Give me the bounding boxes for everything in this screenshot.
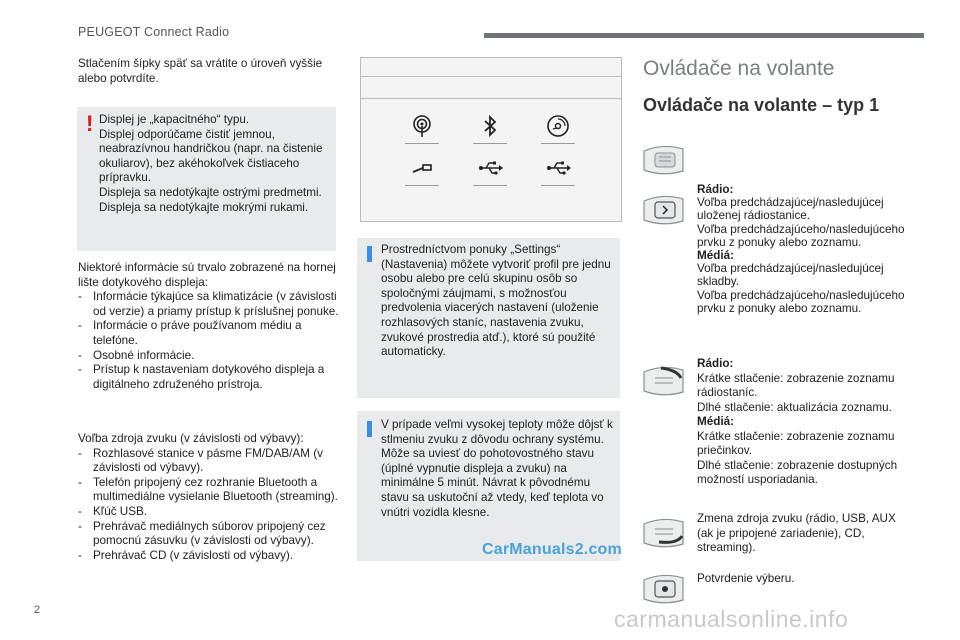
settings-info-text: Prostredníctvom ponuky „Settings“ (Nastavenia) môžete vytvoriť profil pre jednu osobu alebo pre celú skupinu osôb so spoločnými záujmami, s možnosťou predvolenia viacerých nastavení (uloženie rozhlasových staníc, nastavenia zvuku, zvukové prostredia atď.), ktoré sú použité automaticky. [381, 243, 611, 359]
list-item: - Informácie týkajúce sa klimatizácie (v závislosti od verzie) a priamy prístup k príslušnej ponuke. [78, 290, 339, 318]
warning-line: Displeja sa nedotýkajte mokrými rukami. [99, 200, 309, 214]
steering-wheel-control-icon [641, 516, 687, 550]
list-item: - Osobné informácie. [78, 348, 195, 362]
controls-desc-1: Rádio: Voľba predchádzajúcej/nasledujúcej uloženej rádiostanice. Voľba predchádzajúceho/nasledujúceho prvku z ponuky alebo zoznamu. Médiá: Voľba predchádzajúcej/nasledujúcej skladby. Voľba predchádzajúceho/nasledujúceho prvku z ponuky alebo zoznamu. [697, 183, 905, 315]
steering-wheel-control-icon [641, 572, 687, 606]
warning-icon: ! [86, 111, 94, 136]
temperature-info-text: V prípade veľmi vysokej teploty môže dôjsť k stlmeniu zvuku z dôvodu ochrany systému. Môže sa uviesť do pohotovostného stavu (úplné vypnutie displeja a zvuku) na minimálne 5 minút. Návrat k pôvodnému stavu sa uskutoční až vtedy, keď teplota vo vnútri vozidla klesne. [381, 418, 613, 519]
top-bar-info-title: Niektoré informácie sú trvalo zobrazené na hornej lište dotykového displeja: [78, 261, 336, 289]
source-screen-illustration [360, 57, 622, 222]
bluetooth-icon [473, 108, 507, 144]
list-item: - Rozhlasové stanice v pásme FM/DAB/AM (v závislosti od výbavy). [78, 446, 323, 475]
controls-desc-3: Zmena zdroja zvuku (rádio, USB, AUX (ak je pripojené zariadenie), CD, streaming). [697, 512, 896, 554]
warning-line: Displeja sa nedotýkajte ostrými predmetmi. [99, 185, 322, 199]
cd-icon [541, 108, 575, 144]
source-selection-title: Voľba zdroja zvuku (v závislosti od výbavy): [78, 432, 304, 445]
list-item: - Prehrávač CD (v závislosti od výbavy). [78, 548, 294, 562]
page-header-bar [484, 33, 924, 38]
watermark: CarManuals2.com [482, 541, 622, 558]
warning-text [99, 113, 329, 215]
steering-control-icon [641, 143, 687, 177]
controls-desc-4: Potvrdenie výberu. [697, 572, 795, 585]
controls-desc-2: Rádio: Krátke stlačenie: zobrazenie zoznamu rádiostaníc. Dlhé stlačenie: aktualizácia zoznamu. Médiá: Krátke stlačenie: zobrazenie zoznamu priečinkov. Dlhé stlačenie: zobrazenie dostupných možností usporiadania. [697, 357, 898, 486]
list-item: - Prehrávač mediálnych súborov pripojený cez pomocnú zásuvku (v závislosti od výbavy). [78, 519, 326, 548]
usb-icon [541, 150, 575, 186]
source-selection [78, 432, 340, 563]
settings-info-note [357, 238, 620, 398]
top-bar-info [78, 261, 340, 392]
page-number: 2 [34, 604, 41, 616]
usb-icon [473, 150, 507, 186]
page-header-title: PEUGEOT Connect Radio [78, 25, 230, 39]
section-subheading: Ovládače na volante – typ 1 [643, 95, 880, 115]
warning-line: Displej odporúčame čistiť jemnou, neabrazívnou handričkou (napr. na čistenie okuliarov), bez akéhokoľvek čistiaceho prípravku. [99, 127, 323, 185]
warning-line: Displej je „kapacitného“ typu. [99, 113, 250, 126]
watermark: carmanualsonline.info [614, 606, 849, 632]
list-item: - Informácie o práve používanom médiu a telefóne. [78, 319, 302, 347]
list-item: - Telefón pripojený cez rozhranie Bluetooth a multimediálne vysielanie Bluetooth (streaming). [78, 475, 338, 504]
steering-wheel-control-icon [641, 193, 687, 227]
list-item: - Prístup k nastaveniam dotykového displeja a digitálneho združeného prístroja. [78, 363, 325, 391]
aux-jack-icon [405, 150, 439, 186]
temperature-info-note [357, 411, 620, 561]
intro-paragraph: Stlačením šípky späť sa vrátite o úroveň vyššie alebo potvrdíte. [78, 57, 323, 85]
info-icon [367, 246, 372, 262]
info-icon [367, 421, 372, 437]
radio-icon [405, 108, 439, 144]
steering-wheel-control-icon [641, 364, 687, 398]
section-heading: Ovládače na volante [643, 57, 835, 80]
list-item: - Kľúč USB. [78, 504, 148, 518]
warning-note [77, 107, 336, 251]
